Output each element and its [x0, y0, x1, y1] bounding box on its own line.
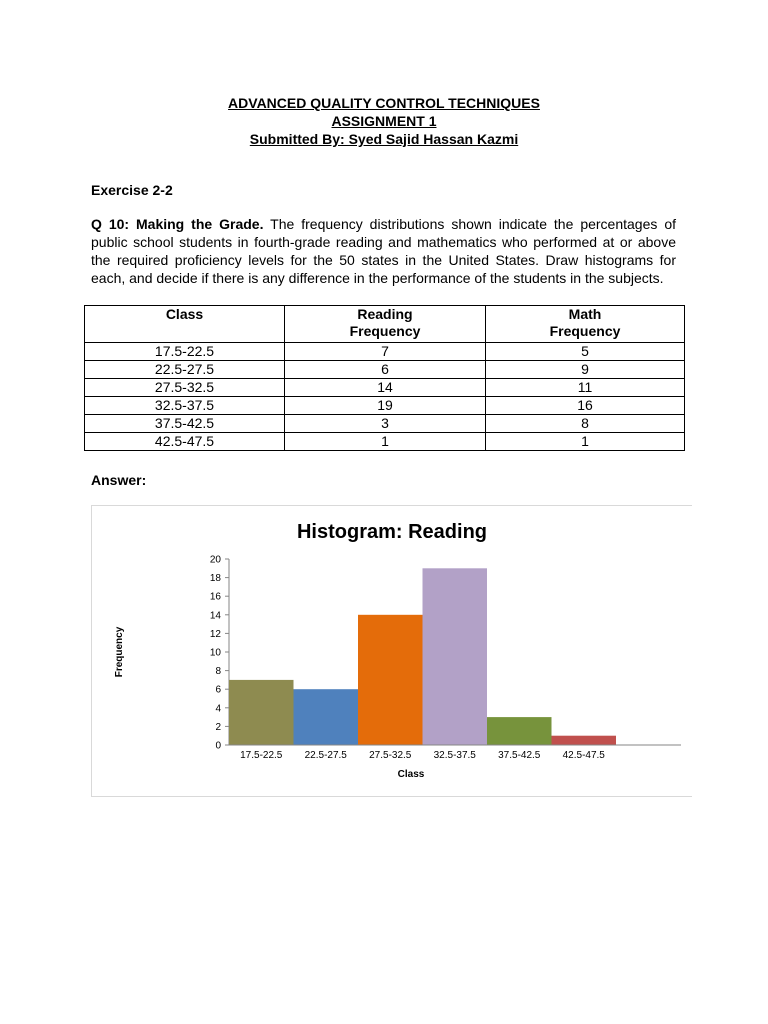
- histogram-bar: [229, 680, 294, 745]
- y-tick-label: 2: [215, 721, 221, 733]
- x-tick-label: 37.5-42.5: [498, 750, 541, 761]
- reading-cell: 6: [285, 361, 486, 379]
- question-lead: Q 10: Making the Grade.: [91, 216, 264, 232]
- author-line: Submitted By: Syed Sajid Hassan Kazmi: [249, 131, 519, 147]
- y-axis-label: Frequency: [114, 626, 125, 678]
- exercise-heading: Exercise 2-2: [91, 182, 173, 198]
- course-title: ADVANCED QUALITY CONTROL TECHNIQUES: [228, 95, 540, 111]
- y-tick-label: 0: [215, 740, 221, 752]
- x-tick-label: 42.5-47.5: [562, 750, 605, 761]
- math-cell: 5: [486, 343, 685, 361]
- answer-label: Answer:: [91, 472, 147, 488]
- column-header-reading: Reading Frequency: [285, 306, 486, 343]
- class-cell: 17.5-22.5: [85, 343, 285, 361]
- histogram-svg: [92, 506, 693, 798]
- y-tick-label: 18: [209, 573, 221, 585]
- math-cell: 8: [486, 415, 685, 433]
- reading-cell: 3: [285, 415, 486, 433]
- table-row: [85, 397, 685, 415]
- table-row: [85, 433, 685, 451]
- class-cell: 42.5-47.5: [85, 433, 285, 451]
- column-header-class: Class: [85, 306, 285, 343]
- y-tick-label: 20: [209, 554, 221, 566]
- question-text: The frequency distributions shown indicate the percentages of public school students in fourth-grade reading and mathematics who performed at or above the required proficiency levels for the 50 states in the United States. Draw histograms for each, and decide if there is any difference in the performance of the students in the subjects.: [91, 216, 677, 286]
- table-row: [85, 415, 685, 433]
- class-cell: 27.5-32.5: [85, 379, 285, 397]
- math-cell: 9: [486, 361, 685, 379]
- histogram-bar: [423, 568, 488, 745]
- x-tick-label: 32.5-37.5: [433, 750, 476, 761]
- histogram-bar: [552, 736, 617, 745]
- y-tick-label: 12: [209, 628, 221, 640]
- reading-cell: 14: [285, 379, 486, 397]
- class-cell: 32.5-37.5: [85, 397, 285, 415]
- document-header: [0, 94, 768, 148]
- class-cell: 37.5-42.5: [85, 415, 285, 433]
- table-row: [85, 379, 685, 397]
- y-tick-label: 8: [215, 666, 221, 678]
- y-tick-label: 4: [215, 703, 221, 715]
- histogram-bar: [487, 717, 552, 745]
- y-tick-label: 16: [209, 591, 221, 603]
- reading-cell: 7: [285, 343, 486, 361]
- reading-cell: 19: [285, 397, 486, 415]
- histogram-bar: [294, 689, 359, 745]
- x-tick-label: 17.5-22.5: [240, 750, 283, 761]
- table-row: [85, 343, 685, 361]
- reading-cell: 1: [285, 433, 486, 451]
- math-cell: 16: [486, 397, 685, 415]
- column-header-math: Math Frequency: [486, 306, 685, 343]
- math-cell: 11: [486, 379, 685, 397]
- x-tick-label: 27.5-32.5: [369, 750, 412, 761]
- table-row: [85, 361, 685, 379]
- assignment-title: ASSIGNMENT 1: [331, 113, 437, 129]
- question-paragraph: [91, 215, 676, 287]
- math-cell: 1: [486, 433, 685, 451]
- y-tick-label: 14: [209, 610, 221, 622]
- histogram-bar: [358, 615, 423, 745]
- class-cell: 22.5-27.5: [85, 361, 285, 379]
- y-tick-label: 10: [209, 647, 221, 659]
- histogram-chart: [91, 505, 692, 797]
- y-tick-label: 6: [215, 684, 221, 696]
- chart-title: Histogram: Reading: [296, 521, 488, 543]
- x-tick-label: 22.5-27.5: [304, 750, 347, 761]
- x-axis-label: Class: [397, 769, 425, 780]
- frequency-table: [84, 305, 685, 451]
- table-header-row: [85, 306, 685, 343]
